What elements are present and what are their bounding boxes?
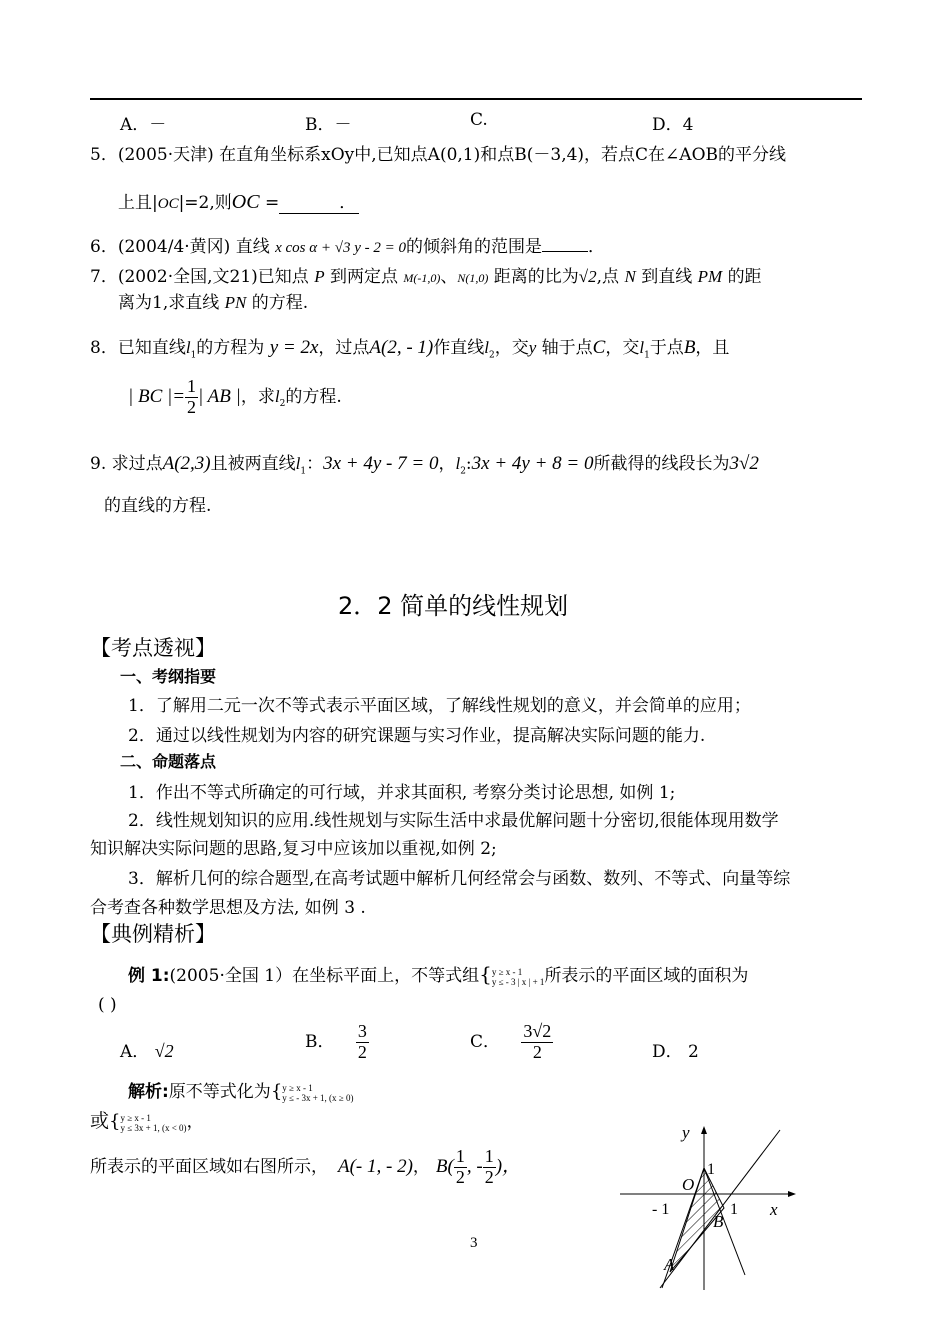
ex1-system (492, 967, 545, 987)
q8-b: 的方程为 (196, 338, 265, 358)
q8-h: 于点 (649, 338, 684, 358)
er-2a: 2．线性规划知识的应用.线性规划与实际生活中求最优解问题十分密切,很能体现用数学 (128, 811, 779, 831)
q5-vec-oc-2: OC (231, 191, 260, 213)
option-c: C. (470, 110, 488, 130)
er-2b: 知识解决实际问题的思路,复习中应该加以重视,如例 2; (90, 839, 497, 859)
er-3a: 3．解析几何的综合题型,在高考试题中解析几何经常会与函数、数列、不等式、向量等综 (128, 869, 791, 889)
q9-eq2: 3x + 4y + 8 = 0 (471, 453, 594, 474)
q8-d: 作直线 (433, 338, 485, 358)
q7-pn: PN (224, 293, 247, 312)
q7-n: N(1,0) (457, 271, 489, 285)
q8-bc: | BC |= (128, 385, 186, 407)
q7-f: 的距 (727, 267, 762, 287)
ex1-jx-text: 原不等式化为 (168, 1082, 271, 1102)
ex1-pre: (2005·全国 1）在坐标平面上，不等式组 (169, 966, 480, 986)
section-heading: 2．2 简单的线性规划 (338, 592, 569, 620)
er-heading: 二、命题落点 (120, 752, 217, 771)
kaodian-heading: 【考点透视】 (90, 636, 216, 660)
q6-blank[interactable] (542, 251, 588, 252)
q8-ab: | AB | (198, 385, 241, 407)
q9-len: 3√2 (729, 453, 759, 474)
page-number: 3 (470, 1235, 478, 1251)
ex1-or: 或{ y ≥ x - 1 y ≤ 3x + 1, (x < 0) ， (90, 1110, 204, 1133)
ex1-pb-den1: 2 (455, 1166, 465, 1187)
q6-text: 6．(2004/4·黄冈) 直线 (90, 237, 276, 257)
q7-d: ,点 (596, 267, 620, 287)
q8-c: ，过点 (318, 338, 370, 358)
q7-sep: 、 (440, 267, 458, 287)
q7-e: 到直线 (641, 267, 693, 287)
ex1-jx-label: 解析: (128, 1082, 169, 1102)
ex1-comma: ， (412, 1156, 430, 1177)
q7-c: 距离的比为 (493, 267, 579, 287)
ex1-region (90, 1147, 521, 1188)
ex1-jiexi: 解析:原不等式化为{ y ≥ x - 1 y ≤ - 3x + 1, (x ≥ 0) (128, 1081, 354, 1103)
q5-line2 (118, 188, 359, 214)
q8-l1: l (185, 338, 191, 357)
ex1-opt-b-label: B． (305, 1031, 335, 1052)
q8-frac-num: 1 (187, 376, 197, 396)
q5-blank[interactable] (279, 188, 359, 214)
ex1-or-label: 或 (90, 1110, 110, 1132)
ex1-jx-system (282, 1083, 353, 1103)
ex1-pa: A(- 1, - 2) (338, 1155, 413, 1177)
q6-post: 的倾斜角的范围是 (406, 237, 543, 257)
q8-j: ，求 (240, 386, 275, 407)
q7-line1 (90, 262, 762, 287)
x-axis-arrow-icon (788, 1191, 796, 1197)
q5-end: ． (339, 193, 357, 213)
q5-line1: 5．(2005·天津) 在直角坐标系xOy中,已知点A(0,1)和点B(－3,4)，若点C在∠AOB的平分线 (90, 145, 787, 165)
q8-e: ，交 (494, 338, 529, 358)
ex1-opt-b-num: 3 (357, 1021, 367, 1041)
ex1-sys1: y ≥ x - 1 (491, 966, 523, 977)
q7-n2: N (624, 267, 636, 286)
ex1-or-end: ， (186, 1112, 204, 1132)
graph-y-label: y (682, 1123, 690, 1142)
q6 (90, 232, 605, 257)
q5-vec-oc-1: OC (157, 196, 179, 212)
q8-k: 的方程. (285, 386, 342, 407)
q9-line2: 的直线的方程. (104, 496, 212, 516)
ex1-opt-c-den: 2 (532, 1041, 542, 1062)
ex1-opt-a-label: A． (120, 1042, 150, 1062)
ex1-label: 例 1: (128, 966, 170, 986)
q7-pm: PM (697, 267, 723, 286)
dianli-heading: 【典例精析】 (90, 922, 216, 946)
option-d: D．4 (652, 115, 694, 135)
ex1-or-s1: y ≥ x - 1 (120, 1112, 151, 1123)
q8-frac-den: 2 (187, 396, 197, 417)
ex1-opt-c-label: C． (470, 1031, 501, 1052)
q8-line1: 8．已知直线$l_1$的方程为 y = 2x，过点A(2, - 1)作直线$l_2$，交y 轴于点C，交$l_1$于点B，且 (90, 337, 730, 361)
ex1-or-s2: y ≤ 3x + 1, (x < 0) (120, 1122, 187, 1133)
q7-a: 7．(2002·全国,文21)已知点 (90, 267, 309, 287)
region-graph (610, 1120, 810, 1290)
q9-line1: 9. 求过点A(2,3)且被两直线$l_1$：3x + 4y - 7 = 0，$l_2:3x + 4y + 8 = 0$所截得的线段长为3√2 (90, 453, 759, 477)
ex1-pb-pre: B( (435, 1155, 454, 1177)
graph-b-label: B (713, 1212, 724, 1231)
q8-g: ，交 (605, 338, 640, 358)
q8-y: y (528, 338, 537, 357)
ex1-opt-b-den: 2 (357, 1041, 367, 1062)
q8-line2: | BC |= $\frac{1}{2}$ | AB |，求$l_2$的方程. (128, 376, 342, 417)
q5-text-a: 上且| (118, 193, 158, 213)
yi-2: 2．通过以线性规划为内容的研究课题与实习作业，提高解决实际问题的能力. (128, 726, 706, 746)
yi-1: 1．了解用二元一次不等式表示平面区域，了解线性规划的意义，并会简单的应用； (128, 696, 751, 716)
q9-a: 9. 求过点 (90, 454, 163, 474)
ex1-opt-b (305, 1022, 369, 1063)
q7-line2 (118, 288, 308, 313)
graph-neg-one: - 1 (652, 1201, 670, 1218)
ex1-pb-num2: 1 (484, 1146, 494, 1166)
q8-i: ，且 (695, 338, 730, 358)
q8-c-pt: C (592, 337, 606, 358)
q7-g: 离为1,求直线 (118, 293, 220, 313)
ex1-pb-num1: 1 (455, 1146, 465, 1166)
ex1-post: 所表示的平面区域的面积为 (544, 966, 749, 986)
y-axis-arrow-icon (701, 1126, 707, 1134)
q8-frac (185, 377, 198, 418)
q7-b: 到两定点 (330, 267, 398, 287)
q6-end: ． (588, 237, 606, 257)
top-rule (90, 98, 862, 100)
q7-h: 的方程. (251, 293, 309, 313)
q6-expr: x cos α + √3 y - 2 = 0 (275, 240, 407, 256)
q8-l2b: l (274, 386, 280, 406)
ex1-opt-a-val: √2 (154, 1041, 174, 1061)
ex1-jx-s2: y ≤ - 3x + 1, (x ≥ 0) (282, 1092, 354, 1103)
q8-eq: y = 2x (269, 337, 319, 358)
ex1-line1: 例 1:(2005·全国 1）在坐标平面上，不等式组{ y ≥ x - 1 y ≤ - 3 | x | + 1 所表示的平面区域的面积为 (128, 962, 749, 987)
graph-o-label: O (682, 1175, 695, 1194)
q8-l2: l (484, 338, 489, 357)
q9-eq1: 3x + 4y - 7 = 0 (323, 453, 439, 474)
er-1: 1．作出不等式所确定的可行域，并求其面积, 考察分类讨论思想, 如例 1; (128, 783, 676, 803)
yi-heading: 一、考纲指要 (120, 667, 217, 686)
q9-pa: A(2,3) (162, 453, 211, 474)
q8-b-pt: B (683, 337, 696, 358)
q8-pa: A(2, - 1) (369, 337, 434, 358)
ex1-opt-a (120, 1037, 174, 1062)
option-b: B．－ (305, 115, 352, 135)
ex1-region-text: 所表示的平面区域如右图所示， (90, 1156, 328, 1177)
option-a: A．－ (120, 115, 167, 135)
q5-text-b: |=2,则 (178, 193, 232, 213)
er-3b: 合考查各种数学思想及方法, 如例 3 . (90, 898, 366, 918)
ex1-or-system (120, 1113, 186, 1133)
ex1-sys2: y ≤ - 3 | x | + 1 (491, 976, 545, 987)
ex1-pb-den2: 2 (484, 1166, 494, 1187)
q7-p: P (314, 267, 325, 286)
q9-b: 且被两直线 (210, 454, 296, 474)
ex1-paren: ( ) (98, 995, 117, 1015)
q8-a: 8．已知直线 (90, 338, 186, 358)
ex1-jx-s1: y ≥ x - 1 (282, 1082, 313, 1093)
graph-one-y: 1 (707, 1161, 715, 1178)
q7-m: M(-1,0) (403, 271, 441, 285)
q8-f: 轴于点 (541, 338, 593, 358)
q5-text-c: = (259, 193, 280, 213)
q9-c: 所截得的线段长为 (593, 454, 730, 474)
q8-l1b: l (639, 338, 645, 357)
graph-x-label: x (770, 1200, 778, 1219)
graph-a-label: A (664, 1255, 675, 1274)
ex1-opt-c (470, 1022, 553, 1063)
graph-one-x: 1 (730, 1201, 738, 1218)
ex1-pb-end: )， (495, 1155, 522, 1177)
ex1-opt-c-num: 3√2 (523, 1021, 552, 1041)
ex1-opt-d: D． 2 (652, 1042, 699, 1062)
ex1-pb-mid: , - (466, 1155, 483, 1177)
q7-ratio: √2 (578, 267, 597, 286)
